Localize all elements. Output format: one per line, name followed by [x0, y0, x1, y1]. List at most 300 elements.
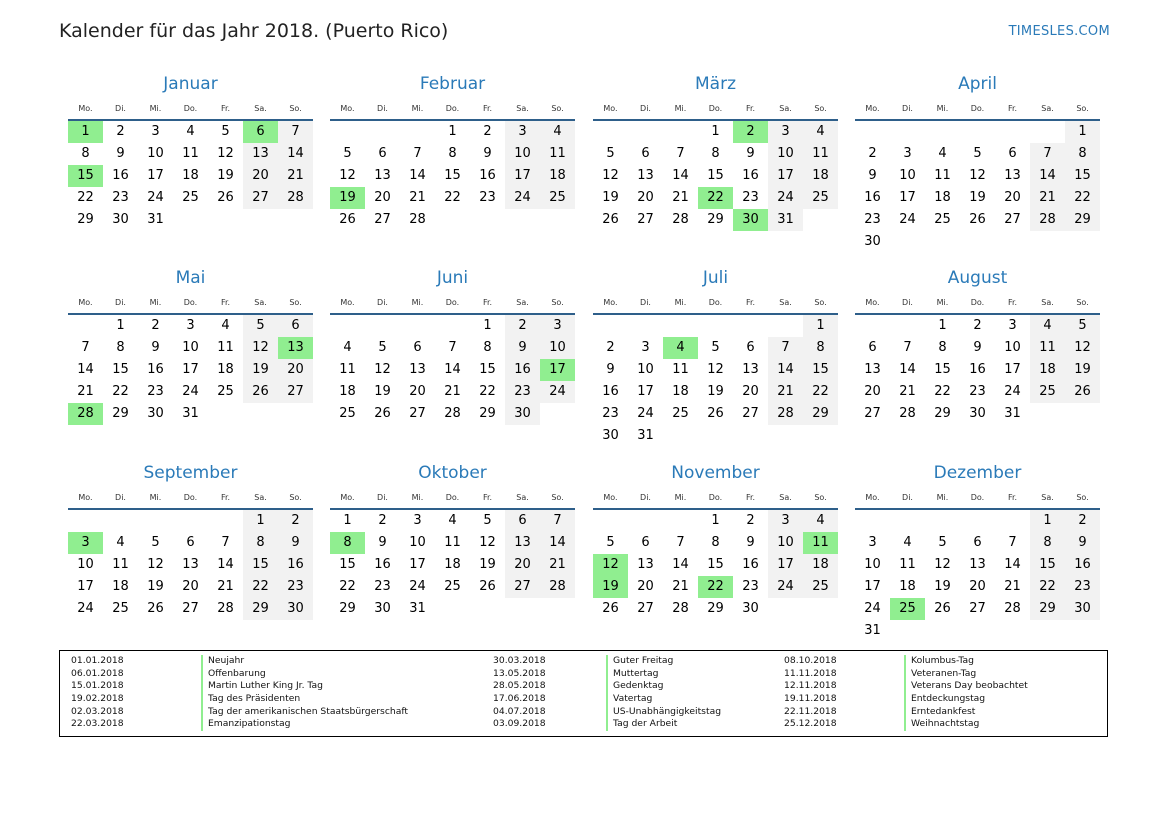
day-cell: 4 — [540, 121, 575, 143]
day-cell: 15 — [803, 359, 838, 381]
day-cell: 3 — [413, 513, 422, 528]
weekday-label: Sa. — [254, 297, 267, 307]
day-cell: 27 — [1004, 212, 1021, 227]
day-cell: 18 — [444, 557, 461, 572]
day-cell: 29 — [803, 403, 838, 425]
empty-cell — [698, 315, 733, 337]
weekday-header — [855, 97, 1100, 121]
day-cell: 19 — [374, 384, 391, 399]
day-cell: 30 — [374, 601, 391, 616]
holiday-date: 11.11.2018 — [784, 667, 837, 679]
day-cell: 25 — [339, 406, 356, 421]
month-name: November — [671, 463, 760, 483]
day-cell: 3 — [186, 318, 195, 333]
empty-cell — [173, 510, 208, 532]
weekday-label: Do. — [970, 103, 985, 113]
day-cell: 5 — [343, 146, 352, 161]
empty-cell — [960, 510, 995, 532]
day-cell: 16 — [742, 557, 759, 572]
day-cell: 26 — [479, 579, 496, 594]
weekday-header — [68, 97, 313, 121]
day-cell: 27 — [637, 212, 654, 227]
day-cell: 21 — [444, 384, 461, 399]
day-cell: 11 — [182, 146, 199, 161]
day-cell: 27 — [637, 601, 654, 616]
empty-cell — [855, 510, 890, 532]
holiday-date: 06.01.2018 — [71, 667, 124, 679]
month-name: Mai — [175, 268, 206, 288]
day-cell: 20 — [182, 579, 199, 594]
holiday-date: 08.10.2018 — [784, 655, 837, 666]
weekday-label: Do. — [708, 492, 723, 502]
day-cell: 17 — [409, 557, 426, 572]
day-cell: 16 — [742, 168, 759, 183]
weekday-header — [593, 97, 838, 121]
day-cell: 5 — [711, 340, 720, 355]
holiday-day: 19 — [593, 576, 628, 598]
day-cell: 17 — [864, 579, 881, 594]
day-cell: 26 — [934, 601, 951, 616]
holiday-name: Martin Luther King Jr. Tag — [201, 680, 408, 693]
weekday-header — [593, 291, 838, 315]
weekday-label: So. — [814, 492, 827, 502]
day-grid — [593, 510, 838, 620]
day-cell: 31 — [182, 406, 199, 421]
day-cell: 5 — [243, 315, 278, 337]
day-cell: 9 — [606, 362, 615, 377]
day-grid — [330, 315, 575, 425]
day-cell: 14 — [540, 532, 575, 554]
holiday-name: Veteranen-Tag — [904, 668, 1028, 681]
day-cell: 6 — [973, 535, 982, 550]
day-cell: 13 — [243, 143, 278, 165]
day-cell: 18 — [217, 362, 234, 377]
day-cell: 14 — [278, 143, 313, 165]
holiday-day: 2 — [733, 121, 768, 143]
day-cell: 17 — [182, 362, 199, 377]
month-5 — [68, 267, 313, 425]
weekday-label: Sa. — [516, 297, 529, 307]
weekday-label: Fr. — [1007, 103, 1018, 113]
day-cell: 10 — [768, 143, 803, 165]
holiday-day: 28 — [68, 403, 103, 425]
day-cell: 24 — [540, 381, 575, 403]
day-cell: 8 — [483, 340, 492, 355]
day-cell: 29 — [707, 601, 724, 616]
day-cell: 17 — [768, 165, 803, 187]
day-cell: 13 — [969, 557, 986, 572]
weekday-label: So. — [289, 297, 302, 307]
day-cell: 28 — [672, 601, 689, 616]
day-cell: 15 — [243, 554, 278, 576]
day-cell: 15 — [707, 557, 724, 572]
month-name: Juni — [436, 268, 469, 288]
day-cell: 21 — [77, 384, 94, 399]
holiday-day: 1 — [68, 121, 103, 143]
day-cell: 18 — [899, 579, 916, 594]
day-cell: 8 — [116, 340, 125, 355]
weekday-label: Sa. — [1041, 492, 1054, 502]
day-cell: 13 — [374, 168, 391, 183]
day-cell: 5 — [606, 146, 615, 161]
day-cell: 25 — [672, 406, 689, 421]
day-cell: 29 — [243, 598, 278, 620]
holiday-date: 12.11.2018 — [784, 680, 837, 692]
holiday-date: 22.03.2018 — [71, 718, 124, 730]
day-cell: 26 — [969, 212, 986, 227]
day-cell: 1 — [448, 124, 457, 139]
day-cell: 3 — [505, 121, 540, 143]
holiday-day: 8 — [330, 532, 365, 554]
day-cell: 3 — [868, 535, 877, 550]
weekday-label: Mi. — [411, 492, 424, 502]
day-cell: 18 — [182, 168, 199, 183]
day-cell: 14 — [409, 168, 426, 183]
holiday-day: 15 — [68, 165, 103, 187]
day-cell: 7 — [278, 121, 313, 143]
day-cell: 2 — [278, 510, 313, 532]
day-cell: 21 — [409, 190, 426, 205]
day-cell: 11 — [899, 557, 916, 572]
weekday-label: So. — [814, 297, 827, 307]
day-cell: 1 — [1030, 510, 1065, 532]
day-cell: 18 — [672, 384, 689, 399]
day-cell: 26 — [1065, 381, 1100, 403]
weekday-label: Fr. — [1007, 297, 1018, 307]
holiday-day: 11 — [803, 532, 838, 554]
day-cell: 3 — [641, 340, 650, 355]
day-cell: 10 — [864, 557, 881, 572]
day-cell: 26 — [707, 406, 724, 421]
month-10 — [330, 462, 575, 620]
day-cell: 19 — [602, 190, 619, 205]
day-cell: 23 — [505, 381, 540, 403]
day-cell: 24 — [182, 384, 199, 399]
holiday-name: Tag der Arbeit — [606, 718, 721, 731]
weekday-label: Sa. — [779, 103, 792, 113]
day-cell: 19 — [1065, 359, 1100, 381]
day-cell: 20 — [278, 359, 313, 381]
day-cell: 20 — [969, 579, 986, 594]
day-cell: 23 — [479, 190, 496, 205]
day-cell: 11 — [112, 557, 129, 572]
day-cell: 28 — [768, 403, 803, 425]
day-cell: 14 — [899, 362, 916, 377]
holiday-name: Offenbarung — [201, 668, 408, 681]
day-cell: 4 — [1030, 315, 1065, 337]
day-cell: 19 — [934, 579, 951, 594]
day-cell: 2 — [378, 513, 387, 528]
day-cell: 18 — [540, 165, 575, 187]
holiday-names-col-2 — [606, 655, 721, 731]
day-cell: 29 — [479, 406, 496, 421]
month-11 — [593, 462, 838, 620]
weekday-label: Mo. — [865, 297, 880, 307]
day-cell: 20 — [637, 579, 654, 594]
day-cell: 22 — [1030, 576, 1065, 598]
day-cell: 10 — [182, 340, 199, 355]
weekday-label: Di. — [640, 297, 651, 307]
weekday-label: Fr. — [220, 103, 231, 113]
weekday-label: Do. — [445, 297, 460, 307]
day-cell: 9 — [483, 146, 492, 161]
day-cell: 4 — [803, 121, 838, 143]
day-cell: 16 — [112, 168, 129, 183]
empty-cell — [68, 315, 103, 337]
day-cell: 22 — [77, 190, 94, 205]
day-cell: 24 — [505, 187, 540, 209]
day-cell: 29 — [77, 212, 94, 227]
day-cell: 18 — [934, 190, 951, 205]
empty-cell — [68, 510, 103, 532]
day-cell: 7 — [903, 340, 912, 355]
weekday-label: Fr. — [220, 297, 231, 307]
day-cell: 9 — [378, 535, 387, 550]
day-cell: 12 — [969, 168, 986, 183]
day-cell: 28 — [217, 601, 234, 616]
day-cell: 10 — [768, 532, 803, 554]
day-cell: 5 — [151, 535, 160, 550]
day-cell: 21 — [672, 579, 689, 594]
holiday-name: Tag der amerikanischen Staatsbürgerschaft — [201, 706, 408, 719]
day-cell: 25 — [803, 576, 838, 598]
day-cell: 25 — [803, 187, 838, 209]
weekday-label: Do. — [183, 103, 198, 113]
holiday-date: 13.05.2018 — [493, 667, 546, 679]
day-cell: 8 — [81, 146, 90, 161]
weekday-label: Mi. — [936, 103, 949, 113]
day-grid — [593, 315, 838, 447]
holiday-name: Weihnachtstag — [904, 718, 1028, 731]
day-cell: 21 — [540, 554, 575, 576]
day-grid — [855, 315, 1100, 425]
weekday-label: Di. — [640, 492, 651, 502]
day-cell: 29 — [339, 601, 356, 616]
day-cell: 25 — [112, 601, 129, 616]
empty-cell — [103, 510, 138, 532]
day-cell: 14 — [444, 362, 461, 377]
day-cell: 13 — [505, 532, 540, 554]
day-cell: 27 — [374, 212, 391, 227]
day-cell: 21 — [899, 384, 916, 399]
day-cell: 31 — [864, 623, 881, 638]
day-cell: 22 — [934, 384, 951, 399]
month-9 — [68, 462, 313, 620]
day-cell: 7 — [413, 146, 422, 161]
day-cell: 10 — [505, 143, 540, 165]
empty-cell — [890, 315, 925, 337]
day-cell: 8 — [1030, 532, 1065, 554]
day-cell: 10 — [637, 362, 654, 377]
day-cell: 9 — [278, 532, 313, 554]
day-cell: 11 — [339, 362, 356, 377]
day-cell: 26 — [339, 212, 356, 227]
weekday-header — [330, 486, 575, 510]
holiday-date: 17.06.2018 — [493, 693, 546, 705]
empty-cell — [593, 121, 628, 143]
day-cell: 27 — [243, 187, 278, 209]
holiday-name: Gedenktag — [606, 680, 721, 693]
day-cell: 23 — [147, 384, 164, 399]
weekday-label: Fr. — [1007, 492, 1018, 502]
day-cell: 27 — [505, 576, 540, 598]
empty-cell — [925, 510, 960, 532]
day-cell: 9 — [746, 535, 755, 550]
day-cell: 30 — [278, 598, 313, 620]
day-cell: 9 — [868, 168, 877, 183]
day-cell: 5 — [938, 535, 947, 550]
holiday-name: Muttertag — [606, 668, 721, 681]
day-cell: 23 — [864, 212, 881, 227]
weekday-label: Di. — [377, 492, 388, 502]
empty-cell — [890, 121, 925, 143]
day-cell: 19 — [707, 384, 724, 399]
weekday-label: So. — [1076, 103, 1089, 113]
weekday-label: Fr. — [482, 103, 493, 113]
month-3 — [593, 73, 838, 231]
weekday-label: Di. — [902, 103, 913, 113]
empty-cell — [663, 510, 698, 532]
day-cell: 7 — [1008, 535, 1017, 550]
holiday-date: 03.09.2018 — [493, 718, 546, 730]
weekday-label: Mo. — [340, 103, 355, 113]
day-cell: 16 — [479, 168, 496, 183]
day-cell: 31 — [768, 209, 803, 231]
weekday-label: Di. — [902, 297, 913, 307]
weekday-header — [68, 291, 313, 315]
day-cell: 20 — [1004, 190, 1021, 205]
day-cell: 25 — [444, 579, 461, 594]
month-1 — [68, 73, 313, 231]
empty-cell — [593, 510, 628, 532]
holiday-day: 3 — [68, 532, 103, 554]
day-cell: 17 — [768, 554, 803, 576]
weekday-label: Do. — [970, 297, 985, 307]
day-cell: 20 — [243, 165, 278, 187]
day-cell: 23 — [602, 406, 619, 421]
day-cell: 8 — [938, 340, 947, 355]
day-cell: 3 — [151, 124, 160, 139]
day-cell: 6 — [278, 315, 313, 337]
day-cell: 13 — [742, 362, 759, 377]
holiday-date: 01.01.2018 — [71, 655, 124, 666]
day-cell: 27 — [182, 601, 199, 616]
empty-cell — [400, 315, 435, 337]
weekday-label: Fr. — [482, 297, 493, 307]
day-cell: 11 — [1030, 337, 1065, 359]
weekday-label: Mo. — [603, 492, 618, 502]
weekday-label: Do. — [183, 297, 198, 307]
weekday-label: Mo. — [78, 103, 93, 113]
day-cell: 2 — [606, 340, 615, 355]
day-cell: 17 — [77, 579, 94, 594]
day-grid — [855, 510, 1100, 642]
empty-cell — [593, 315, 628, 337]
day-cell: 17 — [147, 168, 164, 183]
day-cell: 8 — [711, 535, 720, 550]
weekday-label: Mo. — [865, 492, 880, 502]
day-cell: 13 — [182, 557, 199, 572]
day-cell: 18 — [803, 554, 838, 576]
holiday-name: Emanzipationstag — [201, 718, 408, 731]
empty-cell — [855, 315, 890, 337]
empty-cell — [890, 510, 925, 532]
day-cell: 17 — [505, 165, 540, 187]
weekday-label: So. — [551, 297, 564, 307]
weekday-label: Mo. — [340, 492, 355, 502]
month-7 — [593, 267, 838, 447]
weekday-label: Di. — [115, 297, 126, 307]
holiday-dates-col-3 — [784, 655, 837, 731]
day-cell: 15 — [1030, 554, 1065, 576]
day-cell: 4 — [221, 318, 230, 333]
day-cell: 18 — [803, 165, 838, 187]
day-cell: 11 — [540, 143, 575, 165]
day-cell: 24 — [899, 212, 916, 227]
weekday-label: Sa. — [254, 492, 267, 502]
day-cell: 6 — [868, 340, 877, 355]
day-cell: 16 — [602, 384, 619, 399]
holiday-dates-col-1 — [71, 655, 124, 731]
day-cell: 27 — [409, 406, 426, 421]
day-grid — [855, 121, 1100, 253]
weekday-label: Fr. — [745, 103, 756, 113]
holiday-date: 28.05.2018 — [493, 680, 546, 692]
holiday-names-col-1 — [201, 655, 408, 731]
day-cell: 9 — [116, 146, 125, 161]
weekday-label: So. — [289, 103, 302, 113]
day-cell: 24 — [1004, 384, 1021, 399]
weekday-label: Di. — [640, 103, 651, 113]
day-cell: 3 — [768, 510, 803, 532]
holiday-date: 15.01.2018 — [71, 680, 124, 692]
site-link[interactable]: TIMESLES.COM — [1008, 24, 1110, 39]
day-grid — [330, 510, 575, 620]
day-cell: 5 — [221, 124, 230, 139]
month-6 — [330, 267, 575, 425]
day-cell: 1 — [343, 513, 352, 528]
day-cell: 12 — [602, 168, 619, 183]
day-cell: 6 — [746, 340, 755, 355]
day-cell: 3 — [903, 146, 912, 161]
day-cell: 9 — [1065, 532, 1100, 554]
day-cell: 8 — [711, 146, 720, 161]
day-cell: 16 — [374, 557, 391, 572]
day-cell: 29 — [707, 212, 724, 227]
day-cell: 22 — [479, 384, 496, 399]
day-cell: 25 — [1030, 381, 1065, 403]
day-cell: 13 — [409, 362, 426, 377]
weekday-label: Do. — [970, 492, 985, 502]
day-cell: 19 — [479, 557, 496, 572]
day-cell: 16 — [147, 362, 164, 377]
empty-cell — [365, 121, 400, 143]
empty-cell — [995, 510, 1030, 532]
weekday-label: Di. — [902, 492, 913, 502]
day-cell: 5 — [378, 340, 387, 355]
day-cell: 28 — [1004, 601, 1021, 616]
holiday-name: Tag des Präsidenten — [201, 693, 408, 706]
day-grid — [68, 315, 313, 425]
empty-cell — [855, 121, 890, 143]
holiday-date: 19.02.2018 — [71, 693, 124, 705]
day-cell: 4 — [903, 535, 912, 550]
day-cell: 12 — [147, 557, 164, 572]
day-cell: 17 — [637, 384, 654, 399]
empty-cell — [365, 315, 400, 337]
weekday-label: Sa. — [779, 297, 792, 307]
weekday-label: Do. — [183, 492, 198, 502]
